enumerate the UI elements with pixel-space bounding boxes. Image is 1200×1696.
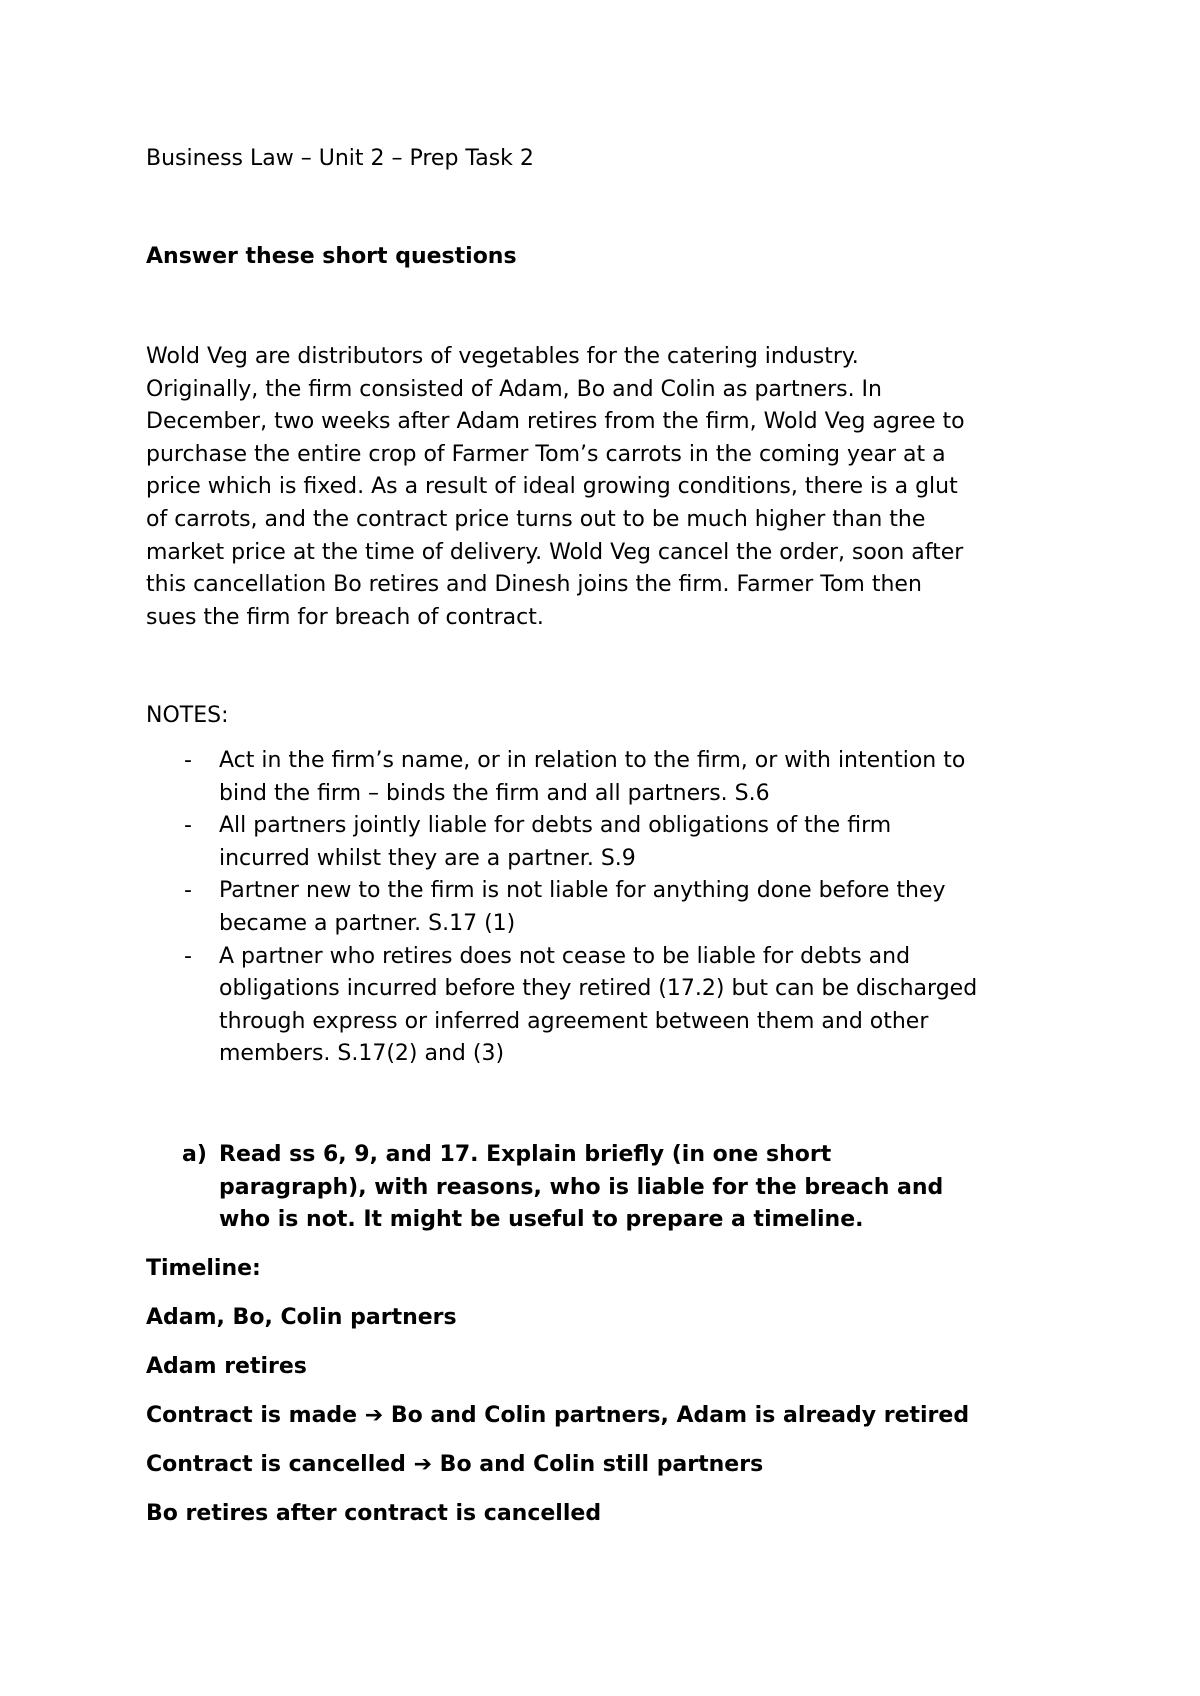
notes-list <box>146 745 1086 1071</box>
question-marker: a) <box>182 1142 207 1167</box>
dash-bullet: - <box>184 813 192 839</box>
notes-heading: NOTES: <box>146 703 229 728</box>
note-line: obligations incurred before they retired (17.2) but can be discharged <box>219 976 978 1002</box>
timeline-item <box>146 1450 763 1480</box>
timeline-item <box>146 1352 307 1382</box>
timeline-item <box>146 1303 457 1333</box>
timeline-text: Bo and Colin partners, Adam is already retired <box>383 1403 970 1428</box>
document-title: Business Law – Unit 2 – Prep Task 2 <box>146 146 534 171</box>
scenario-line: price which is fixed. As a result of ideal growing conditions, there is a glut <box>146 474 958 500</box>
arrow-right-icon: ➔ <box>413 1452 433 1477</box>
note-line: All partners jointly liable for debts and obligations of the firm <box>219 813 892 839</box>
instruction-heading: Answer these short questions <box>146 244 517 269</box>
scenario-line: this cancellation Bo retires and Dinesh joins the firm. Farmer Tom then <box>146 572 922 598</box>
note-line: members. S.17(2) and (3) <box>219 1041 505 1067</box>
dash-bullet: - <box>184 748 192 773</box>
scenario-line: of carrots, and the contract price turns out to be much higher than the <box>146 506 926 532</box>
scenario-line: market price at the time of delivery. Wold Veg cancel the order, soon after <box>146 539 964 565</box>
dash-bullet: - <box>184 943 192 969</box>
question-line: Read ss 6, 9, and 17. Explain briefly (in one short <box>219 1142 832 1167</box>
question-line: paragraph), with reasons, who is liable for the breach and <box>219 1174 944 1200</box>
note-line: bind the firm – binds the firm and all partners. S.6 <box>219 780 770 806</box>
question-line: who is not. It might be useful to prepare a timeline. <box>219 1207 864 1233</box>
question-a <box>146 1139 1086 1237</box>
note-line: Act in the firm’s name, or in relation to the firm, or with intention to <box>219 748 966 773</box>
timeline-heading: Timeline: <box>146 1256 261 1281</box>
timeline-text: Bo retires after contract is cancelled <box>146 1501 602 1526</box>
scenario-line: Originally, the firm consisted of Adam, Bo and Colin as partners. In <box>146 376 882 402</box>
dash-bullet: - <box>184 878 192 904</box>
timeline-text: Bo and Colin still partners <box>432 1452 764 1477</box>
note-line: incurred whilst they are a partner. S.9 <box>219 845 636 871</box>
note-line: through express or inferred agreement between them and other <box>219 1008 929 1034</box>
note-line: Partner new to the firm is not liable for anything done before they <box>219 878 946 904</box>
note-line: became a partner. S.17 (1) <box>219 910 516 936</box>
timeline-item <box>146 1499 601 1529</box>
scenario-line: Wold Veg are distributors of vegetables for the catering industry. <box>146 344 859 369</box>
note-item <box>146 941 1086 1071</box>
scenario-line: sues the firm for breach of contract. <box>146 604 544 630</box>
timeline-item <box>146 1401 969 1431</box>
scenario-paragraph <box>146 341 1076 634</box>
timeline-text: Contract is cancelled <box>146 1452 414 1477</box>
timeline-text: Adam, Bo, Colin partners <box>146 1305 457 1330</box>
note-item <box>146 745 1086 810</box>
scenario-line: purchase the entire crop of Farmer Tom’s carrots in the coming year at a <box>146 441 946 467</box>
timeline-text: Adam retires <box>146 1354 307 1379</box>
scenario-line: December, two weeks after Adam retires from the firm, Wold Veg agree to <box>146 409 965 435</box>
note-line: A partner who retires does not cease to be liable for debts and <box>219 943 911 969</box>
arrow-right-icon: ➔ <box>364 1403 384 1428</box>
note-item <box>146 875 1086 940</box>
note-item <box>146 810 1086 875</box>
timeline-text: Contract is made <box>146 1403 365 1428</box>
